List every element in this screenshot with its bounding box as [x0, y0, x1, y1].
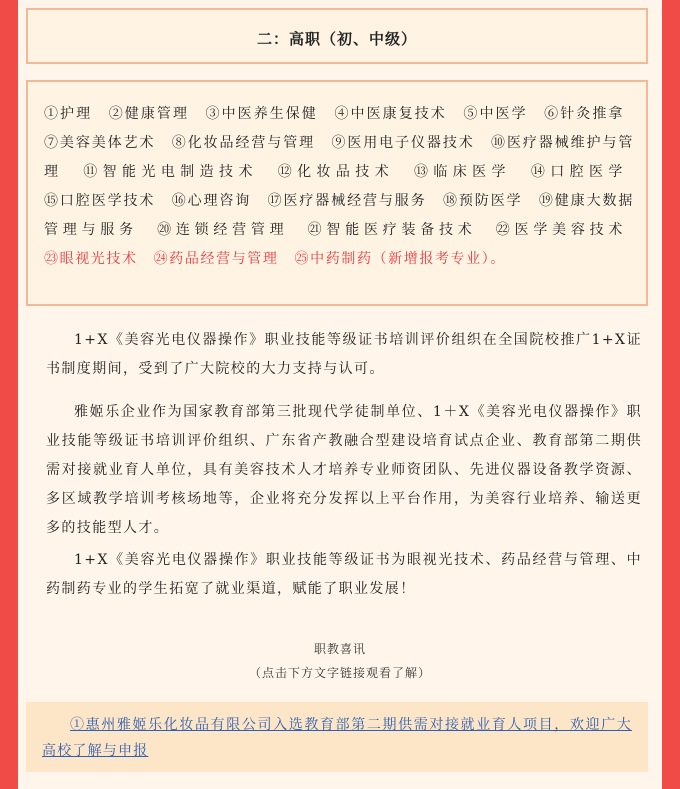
major-item: ①护理 [44, 106, 93, 122]
notice-title: 职教喜讯 [313, 642, 366, 656]
major-item: ⑲健康大数据管理与服务 [44, 193, 634, 238]
majors-list-box [26, 80, 648, 306]
major-item: ⑳连锁经营管理 [157, 222, 289, 238]
notice-subtitle: （点击下方文字链接观看了解） [248, 666, 431, 680]
major-item: ⑮口腔医学技术 [44, 193, 156, 209]
major-item: ⑤中医学 [463, 106, 528, 122]
major-item: ㉒医学美容技术 [495, 222, 624, 238]
link-box [26, 702, 648, 772]
article-page [18, 0, 662, 789]
major-item: ⑦美容美体艺术 [44, 135, 156, 151]
major-item: ③中医养生保健 [205, 106, 318, 122]
major-item: ⑭口腔医学 [530, 164, 625, 180]
new-major-item: ㉕中药制药（新增报考专业）。 [294, 251, 506, 267]
major-item: ⑪智能光电制造技术 [83, 164, 258, 180]
news-link[interactable]: ①惠州雅姬乐化妆品有限公司入选教育部第二期供需对接就业育人项目，欢迎广大高校了解与申报 [42, 717, 632, 759]
major-item: ⑥针灸推拿 [544, 106, 624, 122]
majors-list [44, 100, 634, 274]
major-item: ②健康管理 [108, 106, 189, 122]
paragraph-intro: 1+X《美容光电仪器操作》职业技能等级证书培训评价组织在全国院校推广1+X证书制度期间，受到了广大院校的大力支持与认可。 [46, 332, 642, 377]
major-item: ⑱预防医学 [442, 193, 523, 209]
paragraph-company: 雅姬乐企业作为国家教育部第三批现代学徒制单位、1＋X《美容光电仪器操作》职业技能等级证书培训评价组织、广东省产教融合型建设培育试点企业、教育部第二期供需对接就业育人单位，具有美容技术人才培养专业师资团队、先进仪器设备教学资源、多区域教学培训考核场地等，企业将充分发挥以上平台作用，为美容行业培养、输送更多的技能型人才。 [46, 404, 642, 536]
section-heading-box [26, 8, 648, 64]
major-item: ⑬临床医学 [413, 164, 511, 180]
major-item: ⑰医疗器械经营与服务 [267, 193, 427, 209]
paragraph-benefit: 1+X《美容光电仪器操作》职业技能等级证书为眼视光技术、药品经营与管理、中药制药专业的学生拓宽了就业渠道，赋能了职业发展！ [46, 552, 642, 597]
major-item: ⑯心理咨询 [171, 193, 252, 209]
major-item: ⑫化妆品技术 [277, 164, 395, 180]
major-item: ⑨医用电子仪器技术 [331, 135, 475, 151]
major-item: ㉑智能医疗装备技术 [307, 222, 477, 238]
new-major-item: ㉔药品经营与管理 [153, 251, 279, 267]
major-item: ④中医康复技术 [334, 106, 447, 122]
section-heading: 二：高职（初、中级） [256, 30, 417, 48]
major-item: ⑧化妆品经营与管理 [171, 135, 316, 151]
major-item: ⑩医疗器械维护与管理 [44, 135, 634, 180]
new-major-item: ㉓眼视光技术 [44, 251, 138, 267]
